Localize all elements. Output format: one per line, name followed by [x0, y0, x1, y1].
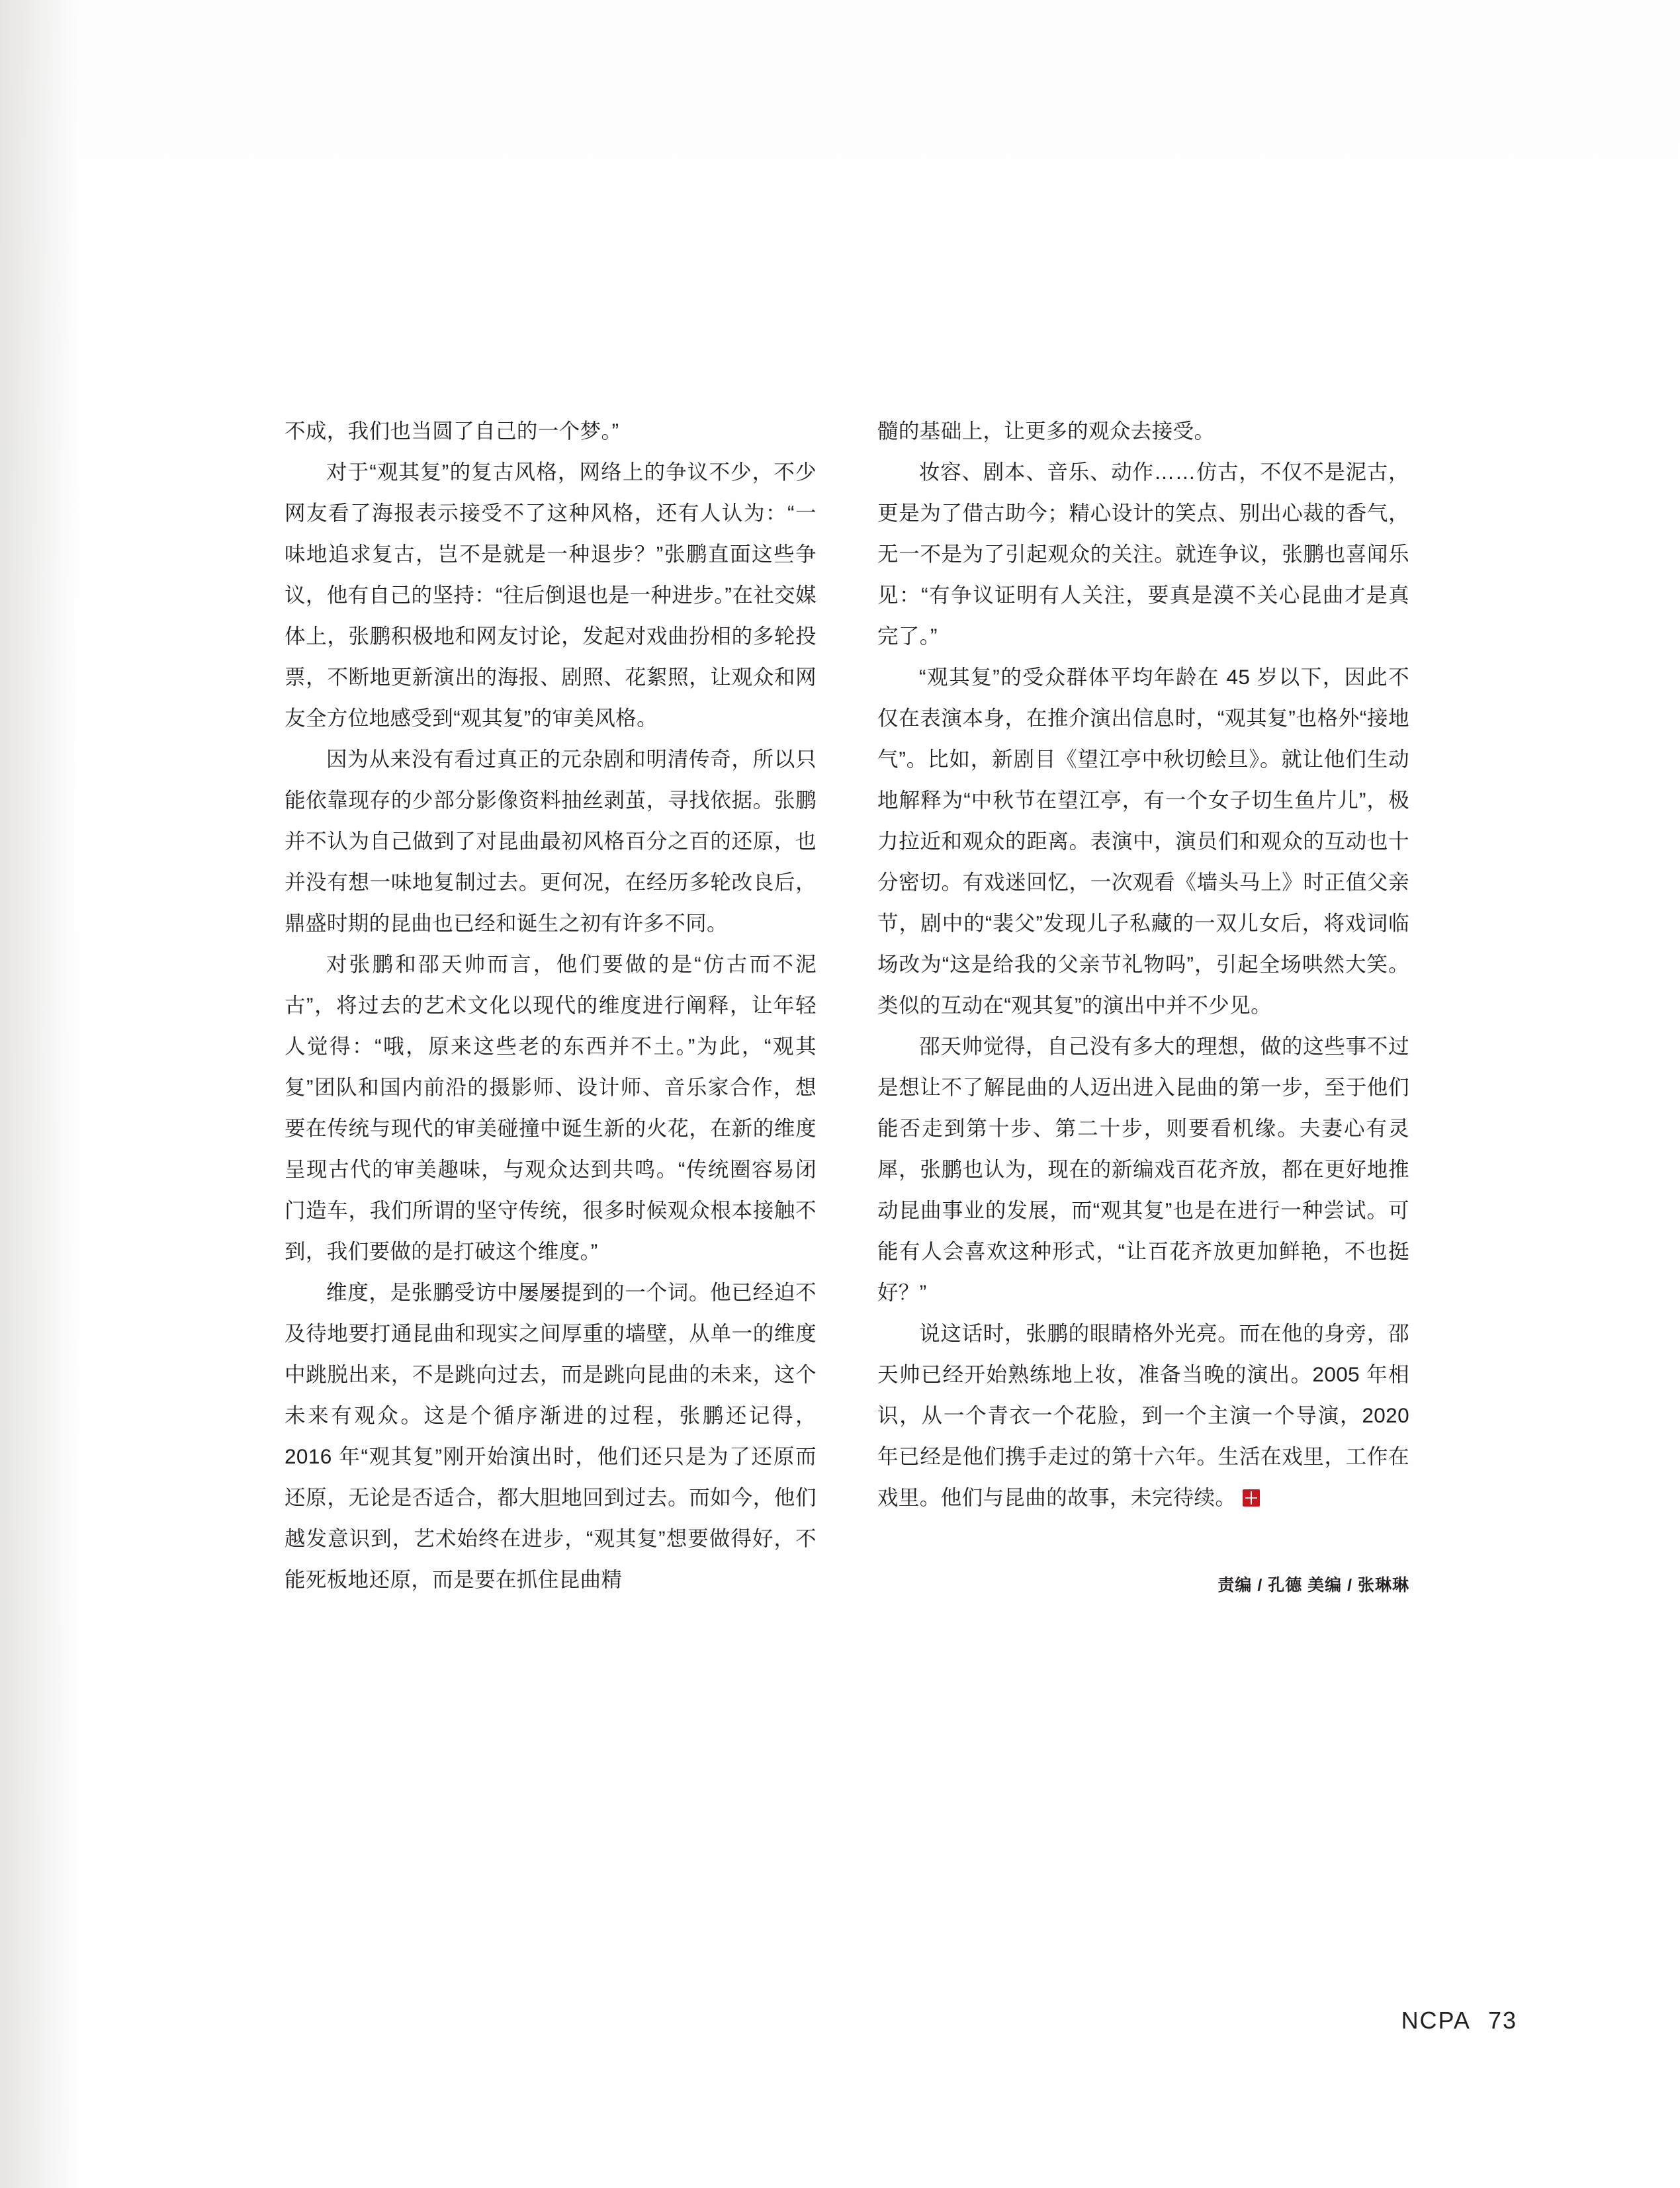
- paragraph: 维度，是张鹏受访中屡屡提到的一个词。他已经迫不及待地要打通昆曲和现实之间厚重的墙壁，从单一的维度中跳脱出来，不是跳向过去，而是跳向昆曲的未来，这个未来有观众。这是个循序渐进的过程，张鹏还记得，2016 年“观其复”刚开始演出时，他们还只是为了还原而还原，无论是否适合，都大胆地回到过去。而如今，他们越发意识到，艺术始终在进步，“观其复”想要做得好，不能死板地还原，而是要在抓住昆曲精: [285, 1280, 817, 1591]
- paragraph: 邵天帅觉得，自己没有多大的理想，做的这些事不过是想让不了解昆曲的人迈出进入昆曲的第一步，至于他们能否走到第十步、第二十步，则要看机缘。夫妻心有灵犀，张鹏也认为，现在的新编戏百花齐放，都在更好地推动昆曲事业的发展，而“观其复”也是在进行一种尝试。可能有人会喜欢这种形式，“让百花齐放更加鲜艳，不也挺好？”: [877, 1034, 1409, 1304]
- paragraph: 因为从来没有看过真正的元杂剧和明清传奇，所以只能依靠现存的少部分影像资料抽丝剥茧，寻找依据。张鹏并不认为自己做到了对昆曲最初风格百分之百的还原，也并没有想一味地复制过去。更何况，在经历多轮改良后，鼎盛时期的昆曲也已经和诞生之初有许多不同。: [285, 747, 817, 935]
- paragraph: 不成，我们也当圆了自己的一个梦。”: [285, 419, 619, 443]
- credits-line: 责编 / 孔德 美编 / 张琳琳: [1217, 1576, 1409, 1595]
- paragraph: “观其复”的受众群体平均年龄在 45 岁以下，因此不仅在表演本身，在推介演出信息时，“观其复”也格外“接地气”。比如，新剧目《望江亭中秋切鲙旦》。就让他们生动地解释为“中秋节在望江亭，有一个女子切生鱼片儿”，极力拉近和观众的距离。表演中，演员们和观众的互动也十分密切。有戏迷回忆，一次观看《墙头马上》时正值父亲节，剧中的“裴父”发现儿子私藏的一双儿女后，将戏词临场改为“这是给我的父亲节礼物吗”，引起全场哄然大笑。类似的互动在“观其复”的演出中并不少见。: [877, 665, 1409, 1017]
- publication-name: NCPA: [1401, 2007, 1470, 2034]
- paragraph: 妆容、剧本、音乐、动作……仿古，不仅不是泥古，更是为了借古助今；精心设计的笑点、别出心裁的香气，无一不是为了引起观众的关注。就连争议，张鹏也喜闻乐见：“有争议证明有人关注，要真是漠不关心昆曲才是真完了。”: [877, 460, 1409, 648]
- left-column: [285, 410, 817, 1600]
- paragraph-text: 说这话时，张鹏的眼睛格外光亮。而在他的身旁，邵天帅已经开始熟练地上妆，准备当晚的演出。2005 年相识，从一个青衣一个花脸，到一个主演一个导演，2020 年已经是他们携手走过的第十六年。生活在戏里，工作在戏里。他们与昆曲的故事，未完待续。: [877, 1321, 1409, 1509]
- paragraph: 对于“观其复”的复古风格，网络上的争议不少，不少网友看了海报表示接受不了这种风格，还有人认为：“一味地追求复古，岂不是就是一种退步？”张鹏直面这些争议，他有自己的坚持：“往后倒退也是一种进步。”在社交媒体上，张鹏积极地和网友讨论，发起对戏曲扮相的多轮投票，不断地更新演出的海报、剧照、花絮照，让观众和网友全方位地感受到“观其复”的审美风格。: [285, 460, 817, 730]
- page-edge-shadow: [0, 0, 79, 2188]
- page-folio: [1401, 2007, 1517, 2035]
- paragraph: [877, 1313, 1409, 1518]
- seal-mark-icon: [1243, 1489, 1260, 1507]
- page-number: 73: [1487, 2007, 1517, 2034]
- paragraph: 髓的基础上，让更多的观众去接受。: [877, 419, 1216, 443]
- paragraph: 对张鹏和邵天帅而言，他们要做的是“仿古而不泥古”，将过去的艺术文化以现代的维度进行阐释，让年轻人觉得：“哦，原来这些老的东西并不土。”为此，“观其复”团队和国内前沿的摄影师、设计师、音乐家合作，想要在传统与现代的审美碰撞中诞生新的火花，在新的维度呈现古代的审美趣味，与观众达到共鸣。“传统圈容易闭门造车，我们所谓的坚守传统，很多时候观众根本接触不到，我们要做的是打破这个维度。”: [285, 952, 817, 1263]
- right-column: [877, 410, 1409, 1600]
- article-columns: [285, 410, 1409, 1600]
